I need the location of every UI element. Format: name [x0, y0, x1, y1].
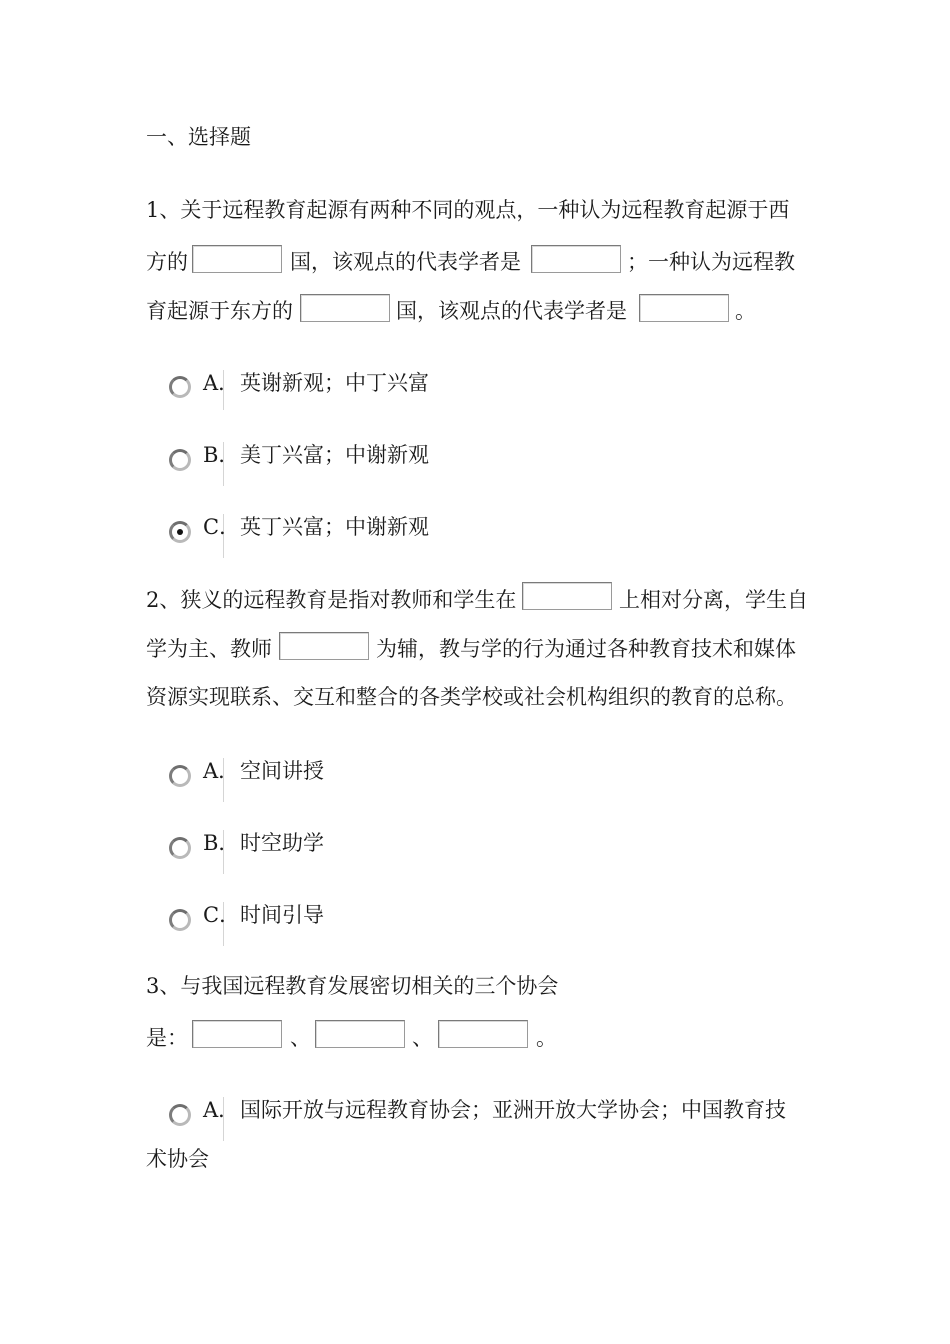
question-2-line-3: 资源实现联系、交互和整合的各类学校或社会机构组织的教育的总称。: [146, 685, 797, 709]
q2-option-a-radio[interactable]: [169, 765, 191, 787]
q3-blank-association-1[interactable]: [192, 1020, 282, 1048]
q2-option-a-text: 空间讲授: [240, 759, 324, 783]
question-2-line-2-b: 为辅，教与学的行为通过各种教育技术和媒体: [376, 637, 796, 661]
q2-option-c-radio[interactable]: [169, 909, 191, 931]
q3-blank-association-3[interactable]: [438, 1020, 528, 1048]
question-3-line-2-a: 是：: [146, 1026, 188, 1050]
q3-option-a-text-cont: 术协会: [146, 1147, 209, 1171]
q1-option-b-letter: B．: [203, 443, 240, 467]
q1-option-b-text: 美丁兴富；中谢新观: [240, 443, 429, 467]
q2-option-c-letter: C．: [203, 903, 241, 927]
q1-option-b-radio[interactable]: [169, 449, 191, 471]
question-1-line-1: 1、关于远程教育起源有两种不同的观点，一种认为远程教育起源于西: [146, 198, 790, 222]
q1-blank-east-country[interactable]: [300, 294, 390, 322]
q3-option-a-radio[interactable]: [169, 1104, 191, 1126]
question-2-line-1-b: 上相对分离，学生自: [619, 588, 808, 612]
q1-blank-west-country[interactable]: [192, 245, 282, 273]
question-1-line-2-a: 方的: [146, 250, 188, 274]
question-1-line-2-b: 国，该观点的代表学者是: [290, 250, 521, 274]
q3-option-a-text: 国际开放与远程教育协会；亚洲开放大学协会；中国教育技: [240, 1098, 786, 1122]
q1-option-c-text: 英丁兴富；中谢新观: [240, 515, 429, 539]
q2-blank-separation[interactable]: [522, 582, 612, 610]
q2-option-b-letter: B．: [203, 831, 240, 855]
section-heading: 一、选择题: [146, 125, 251, 149]
question-1-line-3-c: 。: [735, 299, 756, 323]
question-3-separator-2: 、: [412, 1026, 433, 1050]
question-2-line-2-a: 学为主、教师: [146, 637, 272, 661]
q2-option-b-radio[interactable]: [169, 837, 191, 859]
q1-blank-east-scholar[interactable]: [639, 294, 729, 322]
selected-dot: [177, 529, 183, 535]
question-3-separator-1: 、: [290, 1026, 311, 1050]
question-1-line-3-b: 国，该观点的代表学者是: [396, 299, 627, 323]
q2-option-b-text: 时空助学: [240, 831, 324, 855]
question-2-line-1-a: 2、狭义的远程教育是指对教师和学生在: [146, 588, 517, 612]
q1-option-a-radio[interactable]: [169, 376, 191, 398]
q2-option-a-letter: A．: [203, 759, 240, 783]
question-1-line-2-c: ；一种认为远程教: [627, 250, 795, 274]
q2-blank-teacher-role[interactable]: [279, 632, 369, 660]
q1-blank-west-scholar[interactable]: [531, 245, 621, 273]
q1-option-c-letter: C．: [203, 515, 241, 539]
question-3-end: 。: [536, 1026, 557, 1050]
q1-option-a-letter: A．: [203, 371, 240, 395]
q1-option-c-radio[interactable]: [169, 521, 191, 543]
question-3-line-1: 3、与我国远程教育发展密切相关的三个协会: [146, 974, 559, 998]
q3-blank-association-2[interactable]: [315, 1020, 405, 1048]
q1-option-a-text: 英谢新观；中丁兴富: [240, 371, 429, 395]
q3-option-a-letter: A．: [203, 1098, 240, 1122]
question-1-line-3-a: 育起源于东方的: [146, 299, 293, 323]
q2-option-c-text: 时间引导: [240, 903, 324, 927]
